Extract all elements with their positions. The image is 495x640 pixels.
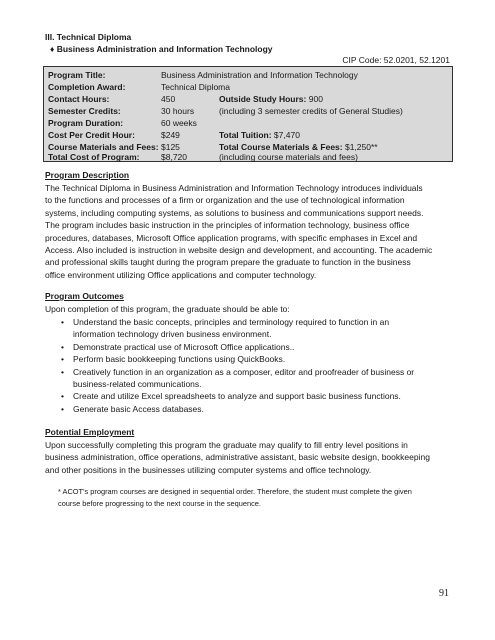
text-line: Creatively function in an organization as a composer, editor and proofreader of business or	[73, 366, 415, 377]
info-value: $249	[161, 130, 180, 140]
employment-paragraph	[45, 439, 455, 476]
info-value: Technical Diploma	[161, 82, 230, 92]
text-line: Generate basic Access databases.	[73, 403, 204, 414]
text-line: information technology driven business environment.	[73, 329, 272, 340]
page-number: 91	[439, 588, 449, 599]
info-extra-label: Total Tuition:	[219, 130, 272, 140]
list-item	[45, 366, 455, 391]
description-paragraph	[45, 182, 455, 281]
info-label: Total Cost of Program:	[48, 152, 140, 162]
outcomes-intro	[45, 303, 455, 315]
text-line: Upon completion of this program, the graduate should be able to:	[45, 304, 290, 314]
bullet-icon: •	[61, 341, 64, 352]
info-extra	[219, 129, 300, 141]
list-item	[45, 390, 455, 402]
text-line: to the functions and processes of a firm or organization and the use of technological information	[45, 195, 405, 206]
info-label: Program Duration:	[48, 118, 124, 128]
text-line: Upon successfully completing this program the graduate may qualify to fill entry level positions in	[45, 440, 408, 450]
info-label: Program Title:	[48, 70, 106, 80]
info-extra-label: Outside Study Hours:	[219, 94, 307, 104]
text-line: The program includes basic instruction in the principles of information technology, business office	[45, 220, 410, 231]
text-line: office environment utilizing Office applications and computer technology.	[45, 269, 317, 280]
text-line: Perform basic bookkeeping functions using QuickBooks.	[73, 354, 286, 365]
info-label: Contact Hours:	[48, 94, 110, 104]
info-extra-value: 900	[306, 94, 323, 104]
text-line: course before progressing to the next course in the sequence.	[58, 498, 261, 508]
info-extra-value: $1,250**	[342, 142, 378, 152]
description-heading: Program Description	[45, 170, 130, 180]
info-label: Semester Credits:	[48, 106, 121, 116]
info-extra-value: (including course materials and fees)	[219, 152, 358, 162]
text-line: The Technical Diploma in Business Administration and Information Technology introduces individuals	[45, 183, 423, 193]
list-item	[45, 403, 455, 415]
text-line: Understand the basic concepts, principles and terminology required to function in an	[73, 317, 390, 327]
info-value: Business Administration and Information Technology	[161, 70, 358, 80]
info-row	[48, 81, 452, 93]
outcomes-list	[45, 316, 455, 415]
section-title: III. Technical Diploma	[45, 32, 132, 42]
text-line: * ACOT’s program courses are designed in sequential order. Therefore, the student must complete the given	[58, 487, 412, 496]
info-extra-value: (including 3 semester credits of General Studies)	[219, 106, 403, 116]
text-line: Create and utilize Excel spreadsheets to analyze and support basic business functions.	[73, 391, 401, 402]
info-row	[48, 93, 452, 105]
bullet-icon: •	[61, 366, 64, 377]
info-extra-value: $7,470	[271, 130, 300, 140]
bullet-icon: •	[61, 403, 64, 414]
info-label: Completion Award:	[48, 82, 126, 92]
info-row	[48, 129, 452, 141]
program-info-box	[43, 66, 453, 162]
info-value: 450	[161, 94, 176, 104]
employment-heading: Potential Employment	[45, 427, 135, 437]
info-label: Course Materials and Fees:	[48, 142, 159, 152]
info-value: 30 hours	[161, 106, 195, 116]
text-line: Demonstrate practical use of Microsoft Office applications..	[73, 341, 295, 352]
info-row	[48, 151, 452, 163]
bullet-icon: •	[61, 354, 64, 365]
cip-code: CIP Code: 52.0201, 52.1201	[342, 55, 450, 65]
sequence-note	[58, 486, 458, 509]
bullet-icon: •	[61, 317, 64, 327]
text-line: procedures, databases, Microsoft Office application programs, with specific emphases in Excel and	[45, 232, 418, 243]
text-line: and professional skills taught during the program prepare the graduate to function in the business	[45, 257, 411, 268]
info-value: 60 weeks	[161, 118, 197, 128]
info-row	[48, 105, 452, 117]
info-row	[48, 117, 452, 129]
info-extra	[219, 93, 323, 105]
info-value: $8,720	[161, 152, 187, 162]
list-item	[45, 341, 455, 353]
text-line: business administration, office operations, administrative assistant, basic website design, bookkeeping	[45, 452, 430, 463]
text-line: Access. Also included is instruction in website design and development, and accounting. The academic	[45, 245, 433, 256]
list-item	[45, 353, 455, 365]
info-label: Cost Per Credit Hour:	[48, 130, 135, 140]
info-extra-label: Total Course Materials & Fees:	[219, 142, 343, 152]
list-item	[45, 316, 455, 341]
outcomes-heading: Program Outcomes	[45, 291, 124, 301]
text-line: systems, including computing systems, as solutions to business and communications support needs.	[45, 207, 424, 218]
bullet-icon: •	[61, 391, 64, 402]
info-row	[48, 69, 452, 81]
text-line: and other positions in the businesses utilizing computer systems and office technology.	[45, 464, 372, 475]
program-name: ♦ Business Administration and Information Technology	[50, 44, 273, 54]
text-line: business-related communications.	[73, 379, 202, 390]
info-value: $125	[161, 142, 180, 152]
